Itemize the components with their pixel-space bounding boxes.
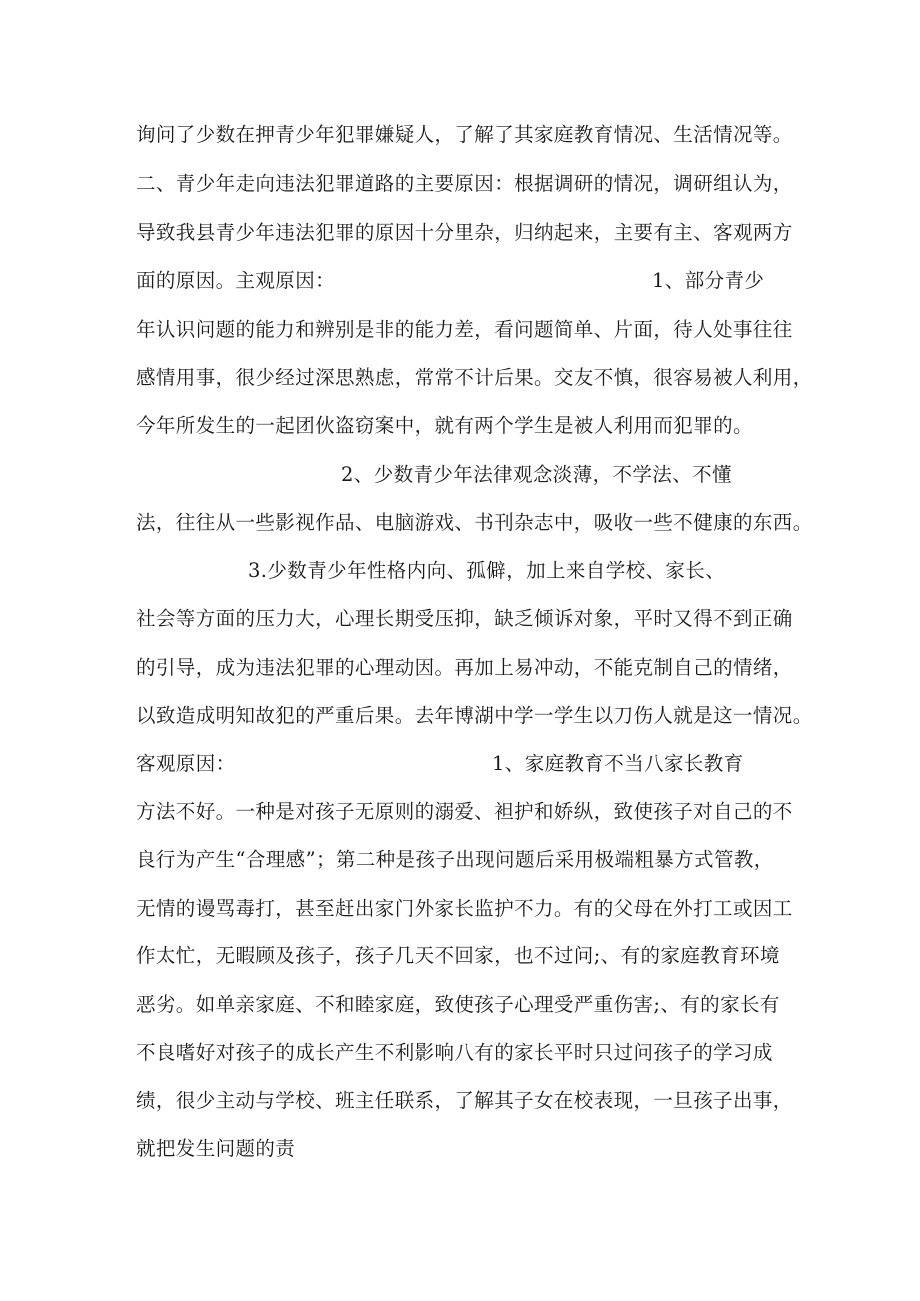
text-line: 1、部分青少 bbox=[652, 269, 765, 292]
text-line: 绩，很少主动与学校、班主任联系，了解其子女在校表现，一旦孩子出事， bbox=[136, 1089, 793, 1112]
text-line: 恶劣。如单亲家庭、不和睦家庭，致使孩子心理受严重伤害;、有的家长有 bbox=[136, 993, 780, 1016]
text-line: 今年所发生的一起团伙盗窃案中，就有两个学生是被人利用而犯罪的。 bbox=[136, 414, 753, 437]
text-line: 不良嗜好对孩子的成长产生不利影响八有的家长平时只过问孩子的学习成 bbox=[136, 1041, 773, 1064]
text-line: 年认识问题的能力和辨别是非的能力差，看问题简单、片面，待人处事往往 bbox=[136, 318, 793, 341]
text-line: 2、少数青少年法律观念淡薄，不学法、不懂 bbox=[341, 463, 732, 486]
text-line: 以致造成明知故犯的严重后果。去年博湖中学一学生以刀伤人就是这一情况。 bbox=[136, 704, 813, 727]
text-line: 询问了少数在押青少年犯罪嫌疑人，了解了其家庭教育情况、生活情况等。 bbox=[136, 123, 793, 146]
text-line: 方法不好。一种是对孩子无原则的溺爱、袒护和娇纵，致使孩子对自己的不 bbox=[136, 800, 793, 823]
text-line: 1、家庭教育不当八家长教育 bbox=[492, 752, 744, 775]
text-line: 良行为产生“合理感”；第二种是孩子出现问题后采用极端粗暴方式管教， bbox=[136, 848, 774, 871]
text-line: 社会等方面的压力大，心理长期受压抑，缺乏倾诉对象，平时又得不到正确 bbox=[136, 607, 793, 630]
text-line: 二、青少年走向违法犯罪道路的主要原因：根据调研的情况，调研组认为， bbox=[136, 172, 793, 195]
text-line: 导致我县青少年违法犯罪的原因十分里杂，归纳起来，主要有主、客观两方 bbox=[136, 221, 793, 244]
text-line: 法，往往从一些影视作品、电脑游戏、书刊杂志中，吸收一些不健康的东西。 bbox=[136, 511, 813, 534]
text-line: 就把发生问题的责 bbox=[136, 1137, 296, 1160]
text-line: 无情的谩骂毒打，甚至赶出家门外家长监护不力。有的父母在外打工或因工 bbox=[136, 897, 793, 920]
text-line: 作太忙，无暇顾及孩子，孩子几天不回家，也不过问;、有的家庭教育环境 bbox=[136, 944, 780, 967]
text-line: 面的原因。主观原因： bbox=[136, 269, 336, 292]
text-line: 感情用事，很少经过深思熟虑，常常不计后果。交友不慎，很容易被人利用， bbox=[136, 366, 813, 389]
text-line: 的引导，成为违法犯罪的心理动因。再加上易冲动，不能克制自己的情绪， bbox=[136, 656, 793, 679]
text-line: 3.少数青少年性格内向、孤僻，加上来自学校、家长、 bbox=[248, 559, 726, 582]
text-line: 客观原因： bbox=[136, 752, 236, 775]
